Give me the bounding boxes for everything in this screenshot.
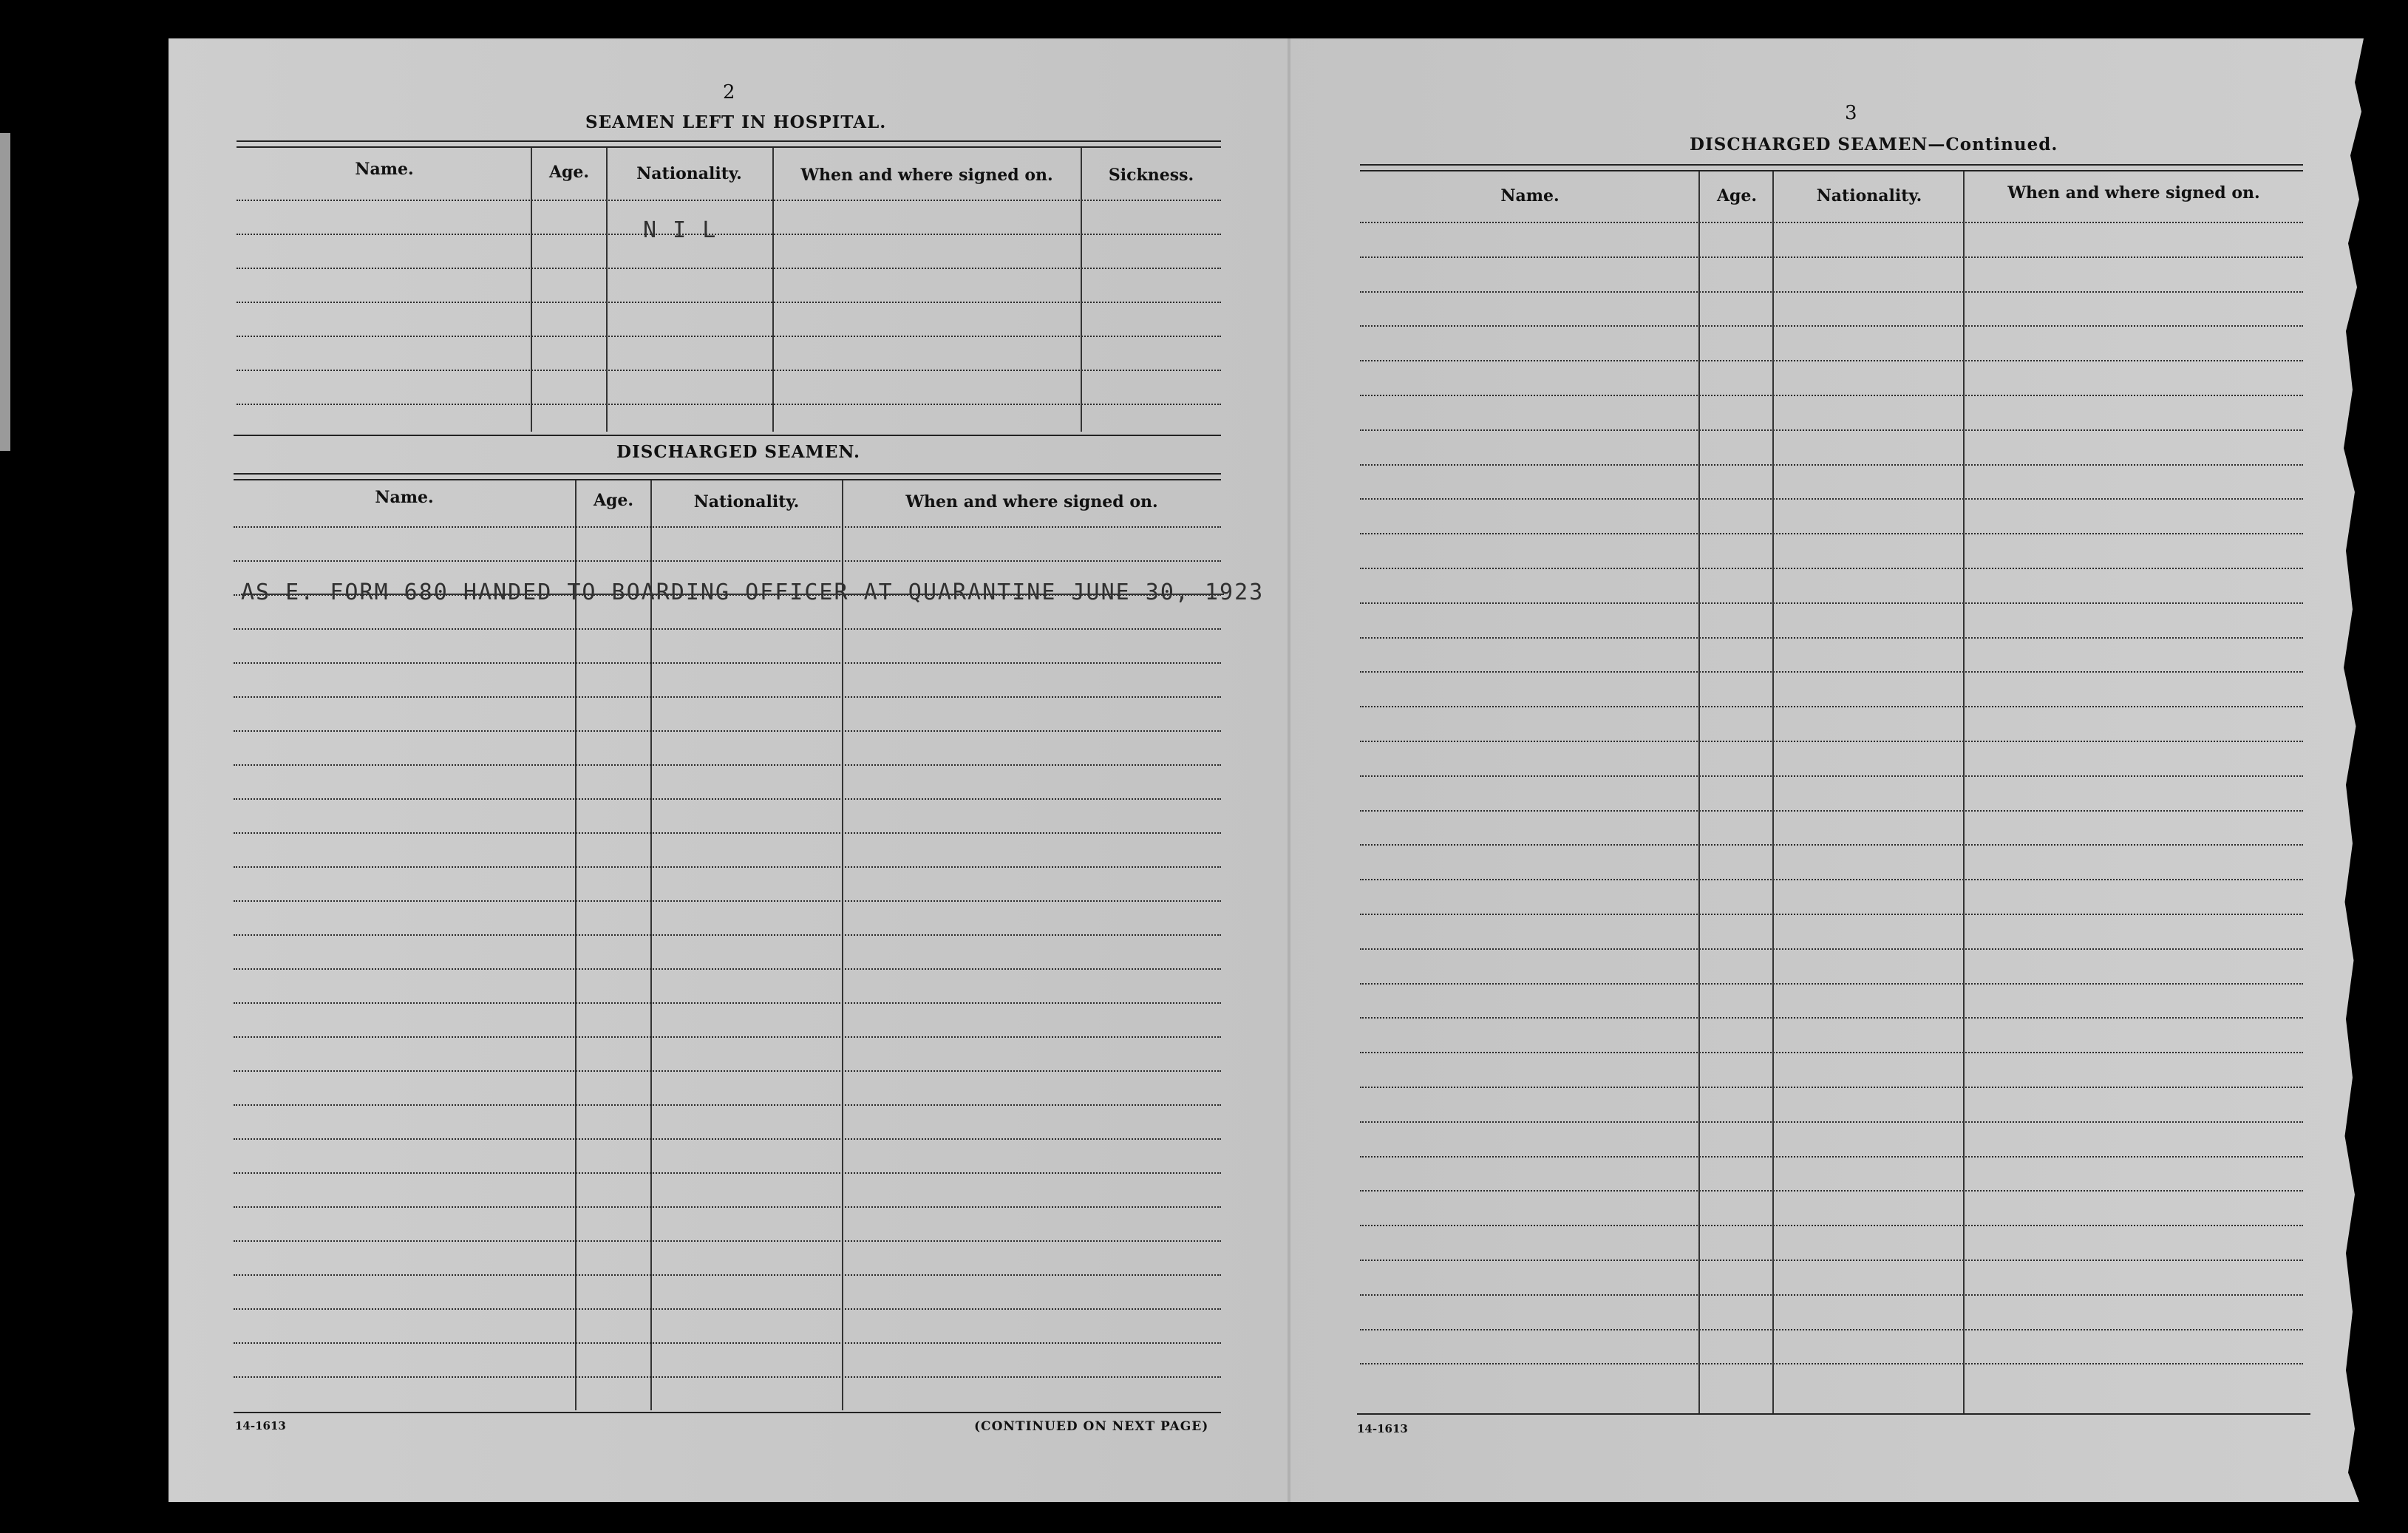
discharged-row-line [234, 1342, 1221, 1344]
right-col-signed-on: When and where signed on. [2007, 183, 2260, 203]
discharged-row-line [234, 764, 1221, 766]
right-row-line [1360, 429, 2303, 431]
discharged-vrule-2 [650, 480, 652, 1410]
hospital-vrule-3 [772, 148, 774, 432]
right-vrule-3 [1963, 171, 1965, 1413]
right-row-line [1360, 671, 2303, 673]
discharged-row-line [234, 832, 1221, 834]
right-row-line [1360, 1329, 2303, 1330]
typed-note-strikethrough [241, 594, 1224, 595]
discharged-row-line [234, 866, 1221, 868]
discharged-row-line [234, 730, 1221, 732]
hospital-col-sickness: Sickness. [1108, 166, 1194, 185]
right-row-line [1360, 844, 2303, 846]
discharged-row-line [234, 1308, 1221, 1310]
discharged-col-nationality: Nationality. [693, 492, 800, 511]
hospital-nil-entry: N I L [643, 217, 718, 243]
right-row-line [1360, 1190, 2303, 1192]
right-row-line [1360, 568, 2303, 569]
discharged-row-line [234, 1172, 1221, 1174]
hospital-vrule-2 [606, 148, 608, 432]
right-row-line [1360, 256, 2303, 258]
form-number: 14-1613 [235, 1419, 286, 1432]
right-row-line [1360, 1294, 2303, 1296]
hospital-col-name: Name. [355, 160, 414, 179]
discharged-row-line [234, 560, 1221, 562]
right-row-line [1360, 222, 2303, 223]
continued-footer: (CONTINUED ON NEXT PAGE) [974, 1419, 1209, 1434]
right-top-rule [1360, 164, 2303, 166]
discharged-top-rule [234, 473, 1221, 475]
hospital-vrule-4 [1081, 148, 1082, 432]
right-row-line [1360, 498, 2303, 500]
discharged-col-age: Age. [593, 491, 634, 510]
right-row-line [1360, 1087, 2303, 1088]
right-row-line [1360, 706, 2303, 707]
right-row-line [1360, 810, 2303, 812]
hospital-top-rule-2 [237, 146, 1221, 148]
right-vrule-1 [1698, 171, 1700, 1413]
right-col-nationality: Nationality. [1816, 186, 1922, 205]
hospital-row-line [237, 370, 1221, 371]
discharged-row-line [234, 900, 1221, 902]
right-row-line [1360, 325, 2303, 327]
discharged-row-line [234, 662, 1221, 664]
hospital-row-line [237, 200, 1221, 201]
left-bottom-rule [234, 1412, 1221, 1413]
right-row-line [1360, 1017, 2303, 1019]
right-col-name: Name. [1500, 186, 1560, 205]
hospital-row-line [237, 336, 1221, 337]
right-row-line [1360, 914, 2303, 915]
right-row-line [1360, 291, 2303, 293]
hospital-row-line [237, 268, 1221, 269]
hospital-vrule-1 [531, 148, 532, 432]
page-number: 2 [723, 81, 735, 103]
scan-edge-strip [0, 133, 10, 451]
right-row-line [1360, 637, 2303, 639]
discharged-row-line [234, 628, 1221, 630]
hospital-bottom-rule [234, 435, 1221, 436]
right-row-line [1360, 1052, 2303, 1053]
discharged-row-line [234, 1138, 1221, 1140]
discharged-row-line [234, 968, 1221, 970]
discharged-vrule-1 [575, 480, 577, 1410]
hospital-section-title: SEAMEN LEFT IN HOSPITAL. [585, 112, 887, 132]
hospital-col-signed-on: When and where signed on. [800, 166, 1053, 185]
discharged-row-line [234, 934, 1221, 936]
discharged-row-line [234, 526, 1221, 528]
discharged-row-line [234, 1240, 1221, 1242]
right-row-line [1360, 602, 2303, 604]
page-number: 3 [1845, 102, 1857, 124]
right-row-line [1360, 775, 2303, 777]
right-row-line [1360, 1156, 2303, 1158]
right-row-line [1360, 741, 2303, 742]
discharged-row-line [234, 1070, 1221, 1072]
right-row-line [1360, 948, 2303, 950]
discharged-col-name: Name. [375, 488, 434, 507]
right-row-line [1360, 983, 2303, 985]
right-row-line [1360, 533, 2303, 534]
discharged-row-line [234, 1206, 1221, 1208]
hospital-top-rule [237, 140, 1221, 142]
discharged-row-line [234, 1274, 1221, 1276]
right-row-line [1360, 395, 2303, 396]
hospital-row-line [237, 404, 1221, 405]
discharged-top-rule-2 [234, 479, 1221, 480]
discharged-typed-note: AS E. FORM 680 HANDED TO BOARDING OFFICER AT QUARANTINE JUNE 30, 1923 [241, 579, 1265, 605]
center-fold [1288, 38, 1290, 1502]
right-top-rule-2 [1360, 170, 2303, 171]
discharged-continued-title: DISCHARGED SEAMEN—Continued. [1690, 135, 2058, 154]
document-sheet [169, 38, 2378, 1502]
discharged-row-line [234, 1002, 1221, 1004]
discharged-section-title: DISCHARGED SEAMEN. [616, 442, 860, 462]
right-row-line [1360, 360, 2303, 361]
right-vrule-2 [1772, 171, 1774, 1413]
discharged-row-line [234, 1376, 1221, 1378]
discharged-row-line [234, 696, 1221, 698]
hospital-col-nationality: Nationality. [636, 164, 742, 183]
right-row-line [1360, 1121, 2303, 1123]
right-row-line [1360, 1363, 2303, 1364]
right-bottom-rule [1357, 1413, 2310, 1415]
right-row-line [1360, 1225, 2303, 1226]
form-number: 14-1613 [1357, 1422, 1408, 1435]
hospital-row-line [237, 302, 1221, 303]
discharged-row-line [234, 798, 1221, 800]
right-row-line [1360, 1260, 2303, 1261]
right-row-line [1360, 464, 2303, 466]
hospital-col-age: Age. [548, 163, 590, 182]
discharged-row-line [234, 1104, 1221, 1106]
discharged-row-line [234, 1036, 1221, 1038]
right-row-line [1360, 879, 2303, 880]
right-col-age: Age. [1716, 186, 1758, 205]
discharged-col-signed-on: When and where signed on. [905, 492, 1158, 511]
discharged-vrule-3 [842, 480, 843, 1410]
hospital-row-line [237, 234, 1221, 235]
